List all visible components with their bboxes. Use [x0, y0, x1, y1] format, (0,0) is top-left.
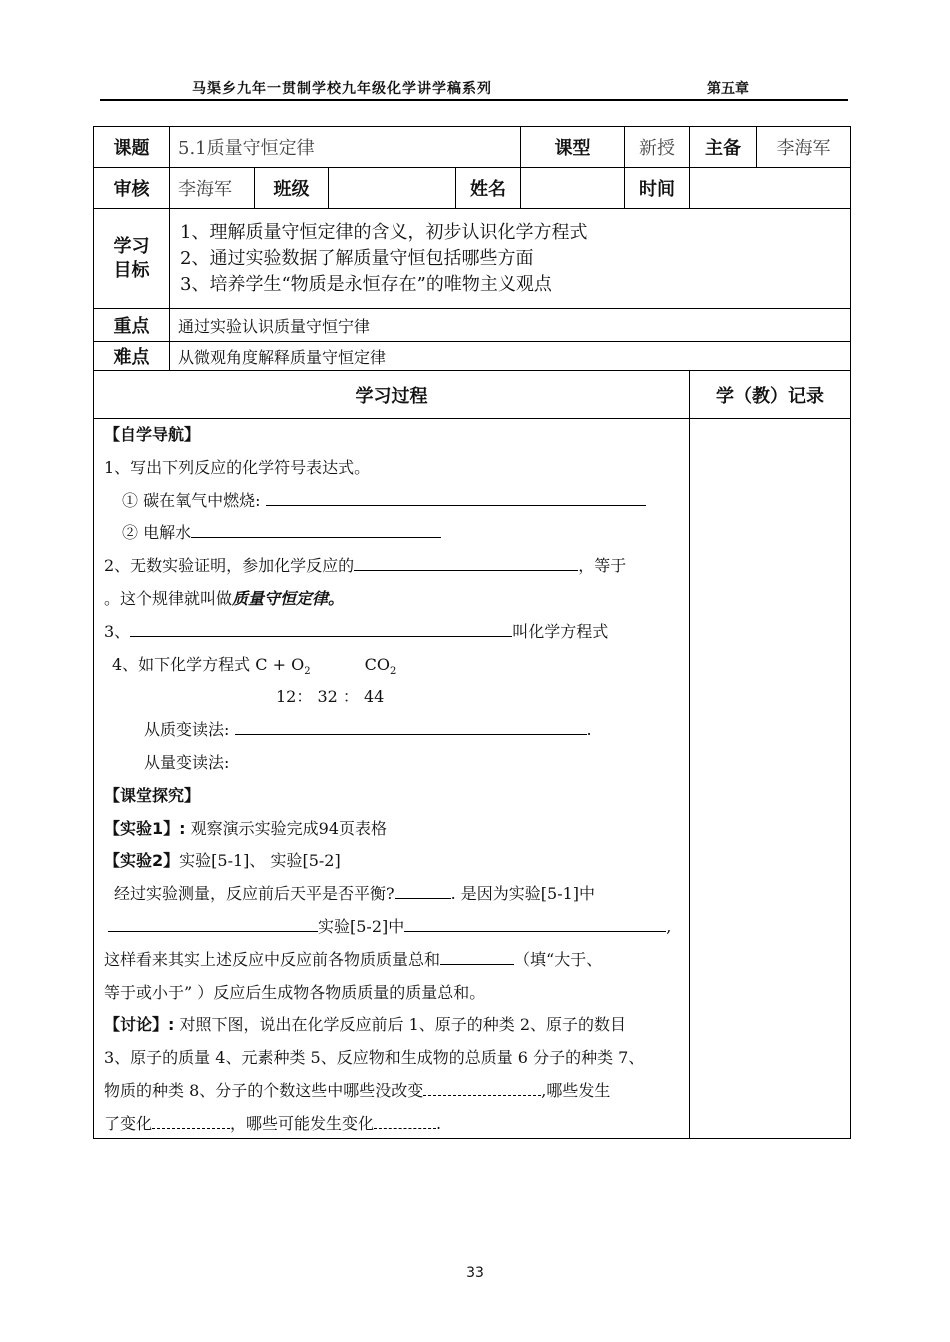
page-number: 33	[466, 1265, 484, 1281]
sum-statement-line2: 等于或小于” ）反应后生成物各物质质量的质量总和。	[104, 983, 486, 1002]
explore-heading: 【课堂探究】	[104, 786, 201, 805]
sum-statement: 这样看来其实上述反应中反应前各物质质量总和 （填“大于、	[104, 950, 603, 969]
answer-blank[interactable]	[130, 622, 512, 637]
answer-blank[interactable]	[423, 1081, 541, 1096]
row-review	[94, 168, 851, 209]
quantitative-reading: 从量变读法:	[144, 753, 230, 772]
difficulty-text: 从微观角度解释质量守恒定律	[170, 342, 851, 371]
mass-ratio: 12： 32 ： 44	[276, 687, 385, 706]
experiment-1: 【实验1】: 观察演示实验完成94页表格	[104, 819, 387, 838]
discussion-line1: 【讨论】: 对照下图，说出在化学反应前后 1、原子的种类 2、原子的数目	[104, 1015, 627, 1034]
row-key	[94, 309, 851, 342]
goal-item: 2、通过实验数据了解质量守恒包括哪些方面	[180, 247, 534, 269]
process-heading: 学习过程	[94, 371, 690, 419]
experiment-2: 【实验2】实验[5-1]、 实验[5-2]	[104, 851, 341, 870]
answer-blank[interactable]	[108, 917, 318, 932]
question-2-line2: 。这个规律就叫做质量守恒定律。	[104, 589, 345, 608]
page-header	[100, 78, 850, 98]
answer-blank[interactable]	[354, 556, 578, 571]
law-term: 质量守恒定律。	[232, 589, 345, 608]
goal-item: 1、理解质量守恒定律的含义，初步认识化学方程式	[180, 221, 588, 243]
answer-blank[interactable]	[191, 523, 441, 538]
difficulty-label: 难点	[94, 342, 170, 371]
answer-blank[interactable]	[395, 884, 451, 899]
type-value: 新授	[625, 127, 690, 168]
question-3: 3、 叫化学方程式	[104, 622, 609, 641]
key-text: 通过实验认识质量守恒宁律	[170, 309, 851, 342]
answer-blank[interactable]	[235, 720, 587, 735]
name-field[interactable]	[521, 168, 625, 209]
type-label: 课型	[521, 127, 625, 168]
experiment-2-question: 经过实验测量，反应前后天平是否平衡? . 是因为实验[5-1]中	[114, 884, 596, 903]
review-label: 审核	[94, 168, 170, 209]
row-goals	[94, 209, 851, 309]
notes-heading: 学（教）记录	[690, 371, 851, 419]
discussion-line3: 物质的种类 8、分子的个数这些中哪些没改变 ,哪些发生	[104, 1081, 611, 1100]
question-1a: ① 碳在氧气中燃烧:	[122, 491, 646, 511]
answer-blank[interactable]	[152, 1114, 230, 1129]
row-topic	[94, 127, 851, 168]
process-content	[94, 419, 690, 1139]
goals-list	[170, 209, 851, 309]
series-title: 马渠乡九年一贯制学校九年级化学讲学稿系列	[192, 81, 492, 97]
row-difficulty	[94, 342, 851, 371]
self-study-heading: 【自学导航】	[104, 425, 201, 444]
chapter-label: 第五章	[707, 81, 749, 97]
key-label: 重点	[94, 309, 170, 342]
goals-label: 学习 目标	[94, 209, 170, 309]
topic-label: 课题	[94, 127, 170, 168]
lesson-table	[93, 126, 851, 1139]
question-1: 1、写出下列反应的化学符号表达式。	[104, 458, 371, 477]
reviewer-value: 李海军	[170, 168, 255, 209]
question-2: 2、无数实验证明，参加化学反应的 ，等于	[104, 556, 627, 575]
class-label: 班级	[255, 168, 329, 209]
experiment-2-reasons: 实验[5-2]中 ,	[108, 917, 671, 937]
question-4: 4、如下化学方程式 $C + O_2$ $CO_2$	[112, 655, 397, 678]
row-process-heading	[94, 371, 851, 419]
topic-value: 5.1质量守恒定律	[170, 127, 521, 168]
discussion-line4: 了变化 ，哪些可能发生变化 .	[104, 1114, 442, 1133]
lead-label: 主备	[690, 127, 757, 168]
question-1b: ② 电解水	[122, 523, 441, 543]
answer-blank[interactable]	[440, 950, 514, 965]
qualitative-reading: 从质变读法: .	[144, 720, 592, 739]
product-formula: CO	[364, 655, 390, 674]
lead-value: 李海军	[757, 127, 851, 168]
answer-blank[interactable]	[266, 491, 646, 506]
name-label: 姓名	[456, 168, 521, 209]
header-rule	[100, 99, 848, 101]
discussion-line2: 3、原子的质量 4、元素种类 5、反应物和生成物的总质量 6 分子的种类 7、	[104, 1048, 645, 1067]
time-field[interactable]	[690, 168, 851, 209]
row-process-body	[94, 419, 851, 1139]
answer-blank[interactable]	[374, 1114, 436, 1129]
goal-item: 3、培养学生“物质是永恒存在”的唯物主义观点	[180, 273, 552, 295]
notes-column[interactable]	[690, 419, 851, 1139]
answer-blank[interactable]	[404, 917, 666, 932]
class-field[interactable]	[329, 168, 456, 209]
time-label: 时间	[625, 168, 690, 209]
